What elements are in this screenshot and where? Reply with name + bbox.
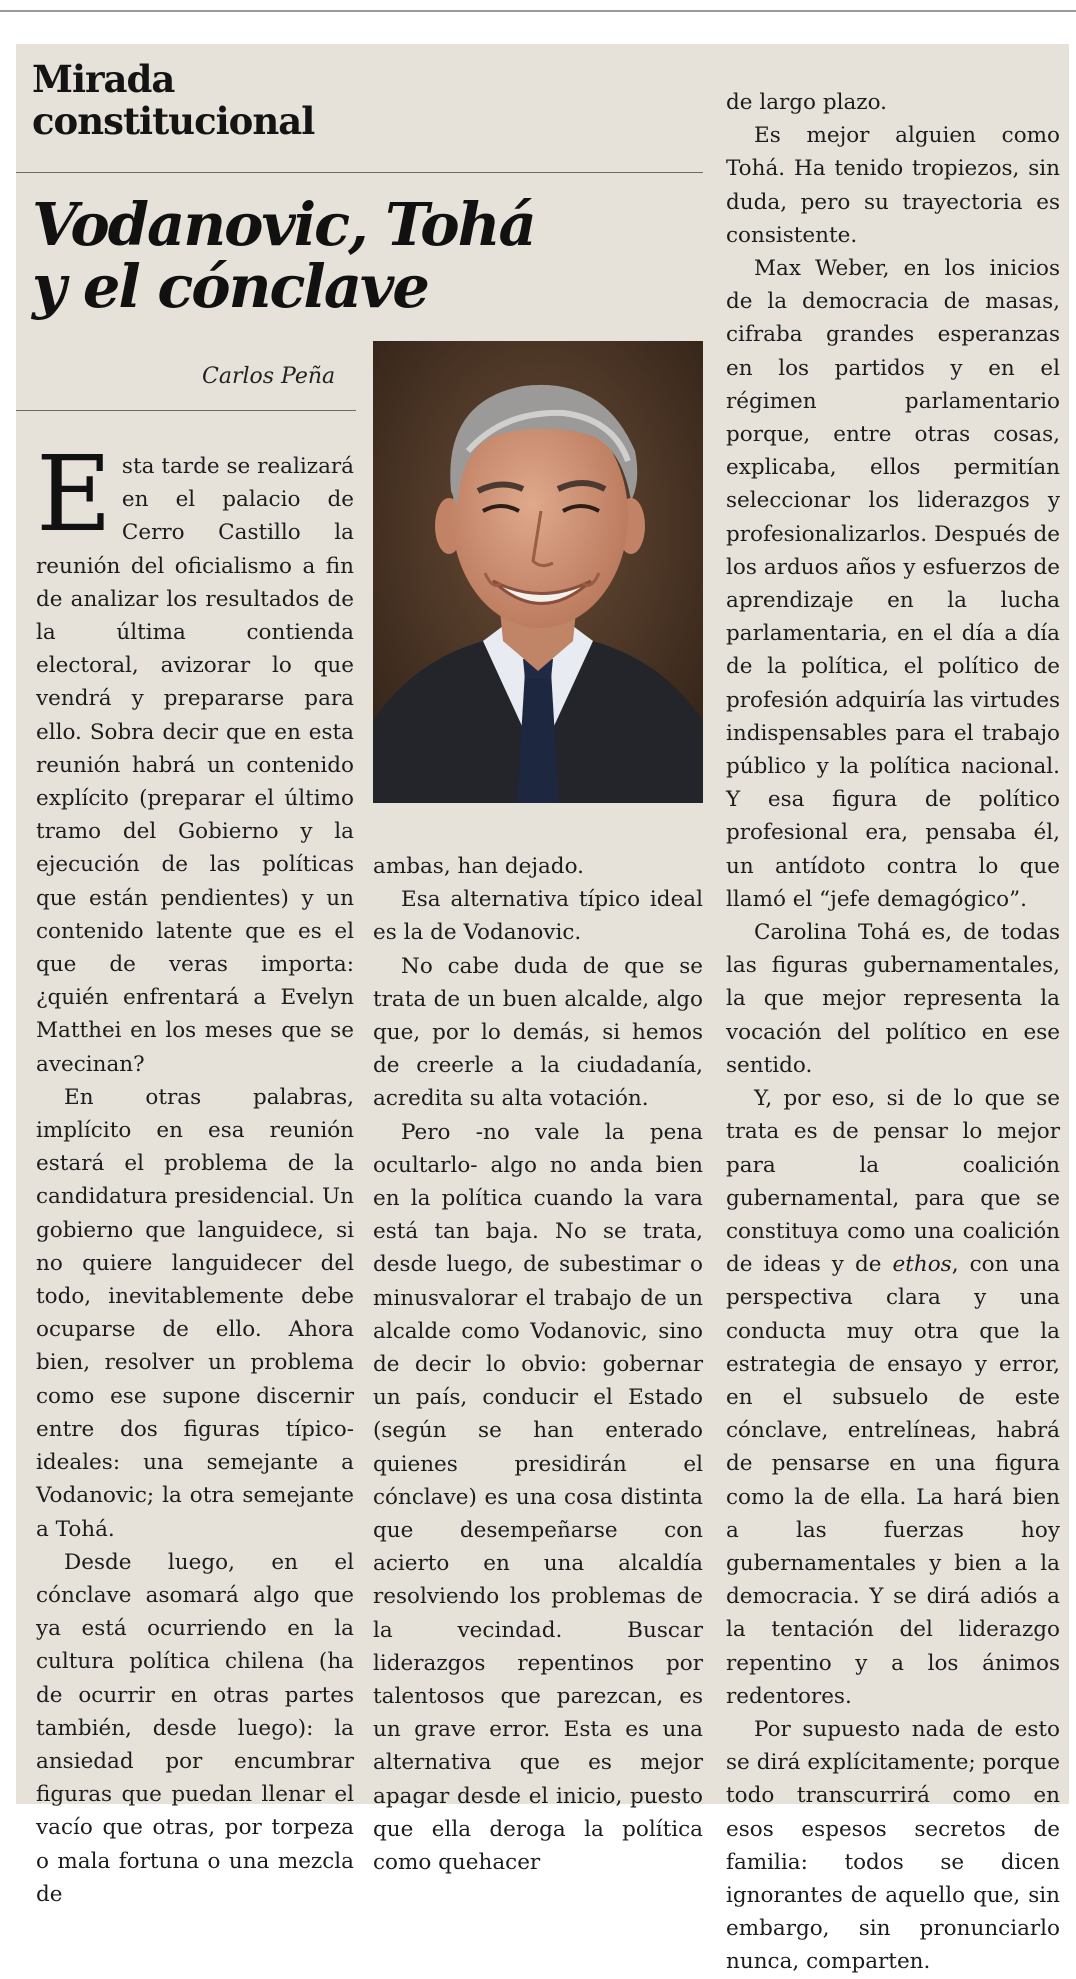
article-column-1: [36, 433, 354, 1911]
byline: Carlos Peña: [202, 364, 336, 389]
paragraph: En otras palabras, implícito en esa reunión estará el problema de la candidatura presidencial. Un gobierno que languidece, si no quiere languidecer del todo, inevitablemente debe ocuparse de ello. Ahora bien, resolver un problema como ese supone discernir entre dos figuras típico-ideales: una semejante a Vodanovic; la otra semejante a Tohá.: [36, 1084, 354, 1542]
section-label: Mirada constitucional: [32, 57, 315, 143]
paragraph: Pero -no vale la pena ocultarlo- algo no anda bien en la política cuando la vara está tan baja. No se trata, desde luego, de subestimar o minusvalorar el trabajo de un alcalde como Vodanovic, sino de decir lo obvio: gobernar un país, conducir el Estado (según se han enterado quienes presidirán el cónclave) es una cosa distinta que desempeñarse con acierto en una alcaldía resolviendo los problemas de la vecindad. Buscar liderazgos repentinos por talentosos que parezcan, es un grave error. Esta es una alternativa que es mejor apagar desde el inicio, puesto que ella deroga la política como quehacer: [373, 1119, 703, 1876]
paragraph: de largo plazo.: [726, 90, 888, 115]
paragraph-text: sta tarde se realizará en el palacio de Cerro Castillo la reunión del oficialismo a fin de analizar los resultados de la última contienda electoral, avizorar lo que vendrá y prepararse para ello. Sobra decir que en esta reunión habrá un contenido explícito (preparar el último tramo del Gobierno y la ejecución de las políticas que están pendientes) y un contenido latente que es el que de veras importa: ¿quién enfrentará a Evelyn Matthei en los meses que se avecinan?: [36, 454, 354, 1077]
paragraph: No cabe duda de que se trata de un buen alcalde, algo que, por lo demás, si hemos de creerle a la ciudadanía, acredita su alta votación.: [373, 953, 703, 1112]
section-rule: [16, 172, 703, 173]
article-column-3: [726, 86, 1060, 1979]
paragraph: ambas, han dejado.: [373, 854, 584, 879]
author-portrait-icon: [373, 341, 703, 803]
byline-rule: [16, 410, 356, 411]
author-photo: [373, 341, 703, 803]
top-rule: [0, 10, 1076, 12]
paragraph: Esa alternativa típico ideal es la de Vodanovic.: [373, 887, 703, 946]
drop-cap: E: [36, 433, 112, 555]
paragraph: Desde luego, en el cónclave asomará algo que ya está ocurriendo en la cultura política chilena (ha de ocurrir en otras partes también, desde luego): la ansiedad por encumbrar figuras que puedan llenar el vacío que otras, por torpeza o mala fortuna o una mezcla de: [36, 1549, 354, 1907]
emphasis-text: ethos: [892, 1252, 952, 1278]
paragraph: Es mejor alguien como Tohá. Ha tenido tropiezos, sin duda, pero su trayectoria es consistente.: [726, 123, 1060, 248]
paragraph-text: , con una perspectiva clara y una conducta muy otra que la estrategia de ensayo y error, en el subsuelo de este cónclave, entrelíneas, habrá de pensarse en una figura como la de ella. La hará bien a las fuerzas hoy gubernamentales y bien a la democracia. Y se dirá adiós a la tentación del liderazgo repentino y a los ánimos redentores.: [726, 1252, 1060, 1709]
paragraph-text: Y, por eso, si de lo que se trata es de pensar lo mejor para la coalición gubernamental, para que se constituya como una coalición de ideas y de: [726, 1086, 1060, 1278]
paragraph: [36, 433, 354, 1081]
headline: Vodanovic, Tohá y el cónclave: [32, 190, 535, 321]
paragraph: Carolina Tohá es, de todas las figuras gubernamentales, la que mejor representa la vocación del político en ese sentido.: [726, 920, 1060, 1078]
paragraph: [726, 1082, 1060, 1713]
article-column-2: [373, 850, 703, 1879]
article-sheet: [16, 44, 1069, 1975]
paragraph: Por supuesto nada de esto se dirá explícitamente; porque todo transcurrirá como en esos espesos secretos de familia: todos se dicen ignorantes de aquello que, sin embargo, sin pronunciarlo nunca, comparten.: [726, 1716, 1060, 1975]
paragraph: Max Weber, en los inicios de la democracia de masas, cifraba grandes esperanzas en los partidos y en el régimen parlamentario porque, entre otras cosas, explicaba, ellos permitían seleccionar los liderazgos y profesionalizarlos. Después de los arduos años y esfuerzos de aprendizaje en la lucha parlamentaria, en el día a día de la política, el político de profesión adquiría las virtudes indispensables para el trabajo público y la política nacional. Y esa figura de político profesional era, pensaba él, un antídoto contra lo que llamó el “jefe demagógico”.: [726, 256, 1060, 912]
